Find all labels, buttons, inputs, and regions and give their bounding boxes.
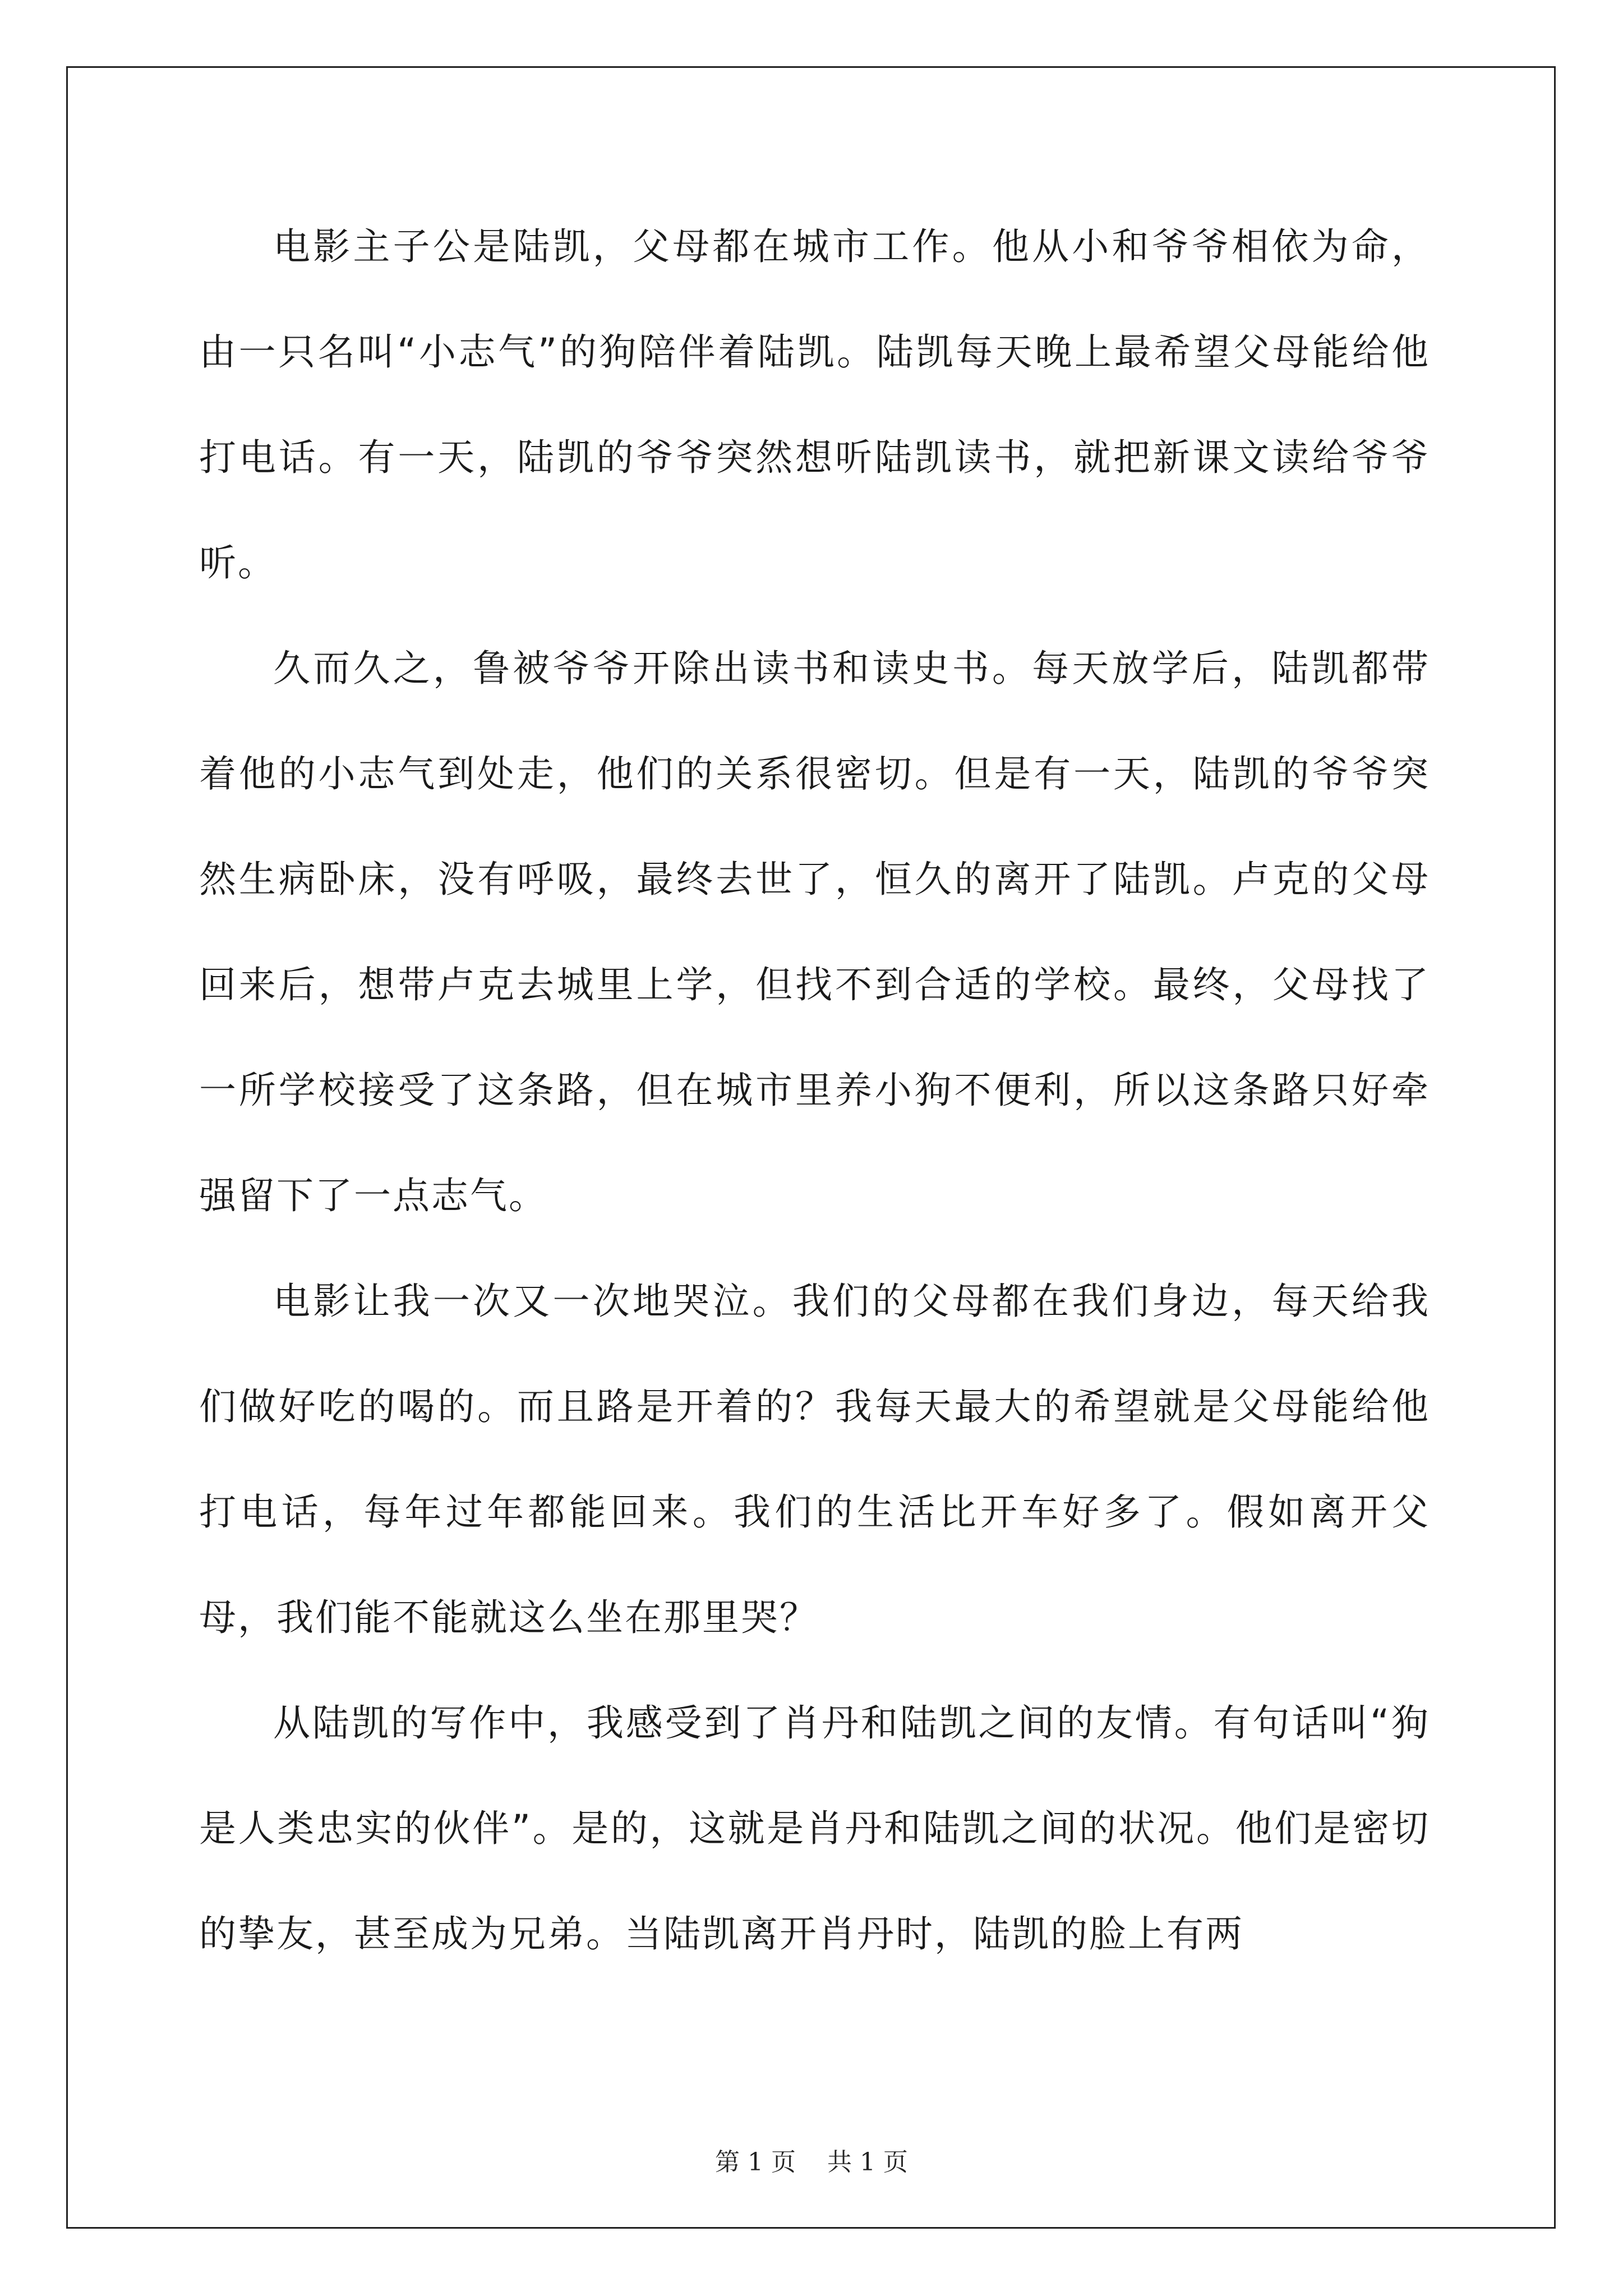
paragraph-4: 从陆凯的写作中，我感受到了肖丹和陆凯之间的友情。有句话叫“狗是人类忠实的伙伴”。是的，这就是肖丹和陆凯之间的状况。他们是密切的挚友，甚至成为兄弟。当陆凯离开肖丹时，陆凯的脸上有两 [199,1701,1430,1955]
paragraph-1: 电影主子公是陆凯，父母都在城市工作。他从小和爷爷相依为命，由一只名叫“小志气”的狗陪伴着陆凯。陆凯每天晚上最希望父母能给他打电话。有一天，陆凯的爷爷突然想听陆凯读书，就把新课文读给爷爷听。 [199,225,1430,585]
page-total: 共 1 页 [827,2148,908,2177]
paragraph-3: 电影让我一次又一次地哭泣。我们的父母都在我们身边，每天给我们做好吃的喝的。而且路是开着的？我每天最大的希望就是父母能给他打电话，每年过年都能回来。我们的生活比开车好多了。假如离开父母，我们能不能就这么坐在那里哭？ [199,1280,1430,1639]
page-number: 第 1 页 [715,2148,796,2177]
document-body [199,194,1430,1987]
page-footer [0,2142,1623,2178]
paragraph-2: 久而久之，鲁被爷爷开除出读书和读史书。每天放学后，陆凯都带着他的小志气到处走，他们的关系很密切。但是有一天，陆凯的爷爷突然生病卧床，没有呼吸，最终去世了，恒久的离开了陆凯。卢克的父母回来后，想带卢克去城里上学，但找不到合适的学校。最终，父母找了一所学校接受了这条路，但在城市里养小狗不便利，所以这条路只好牵强留下了一点志气。 [199,647,1430,1217]
